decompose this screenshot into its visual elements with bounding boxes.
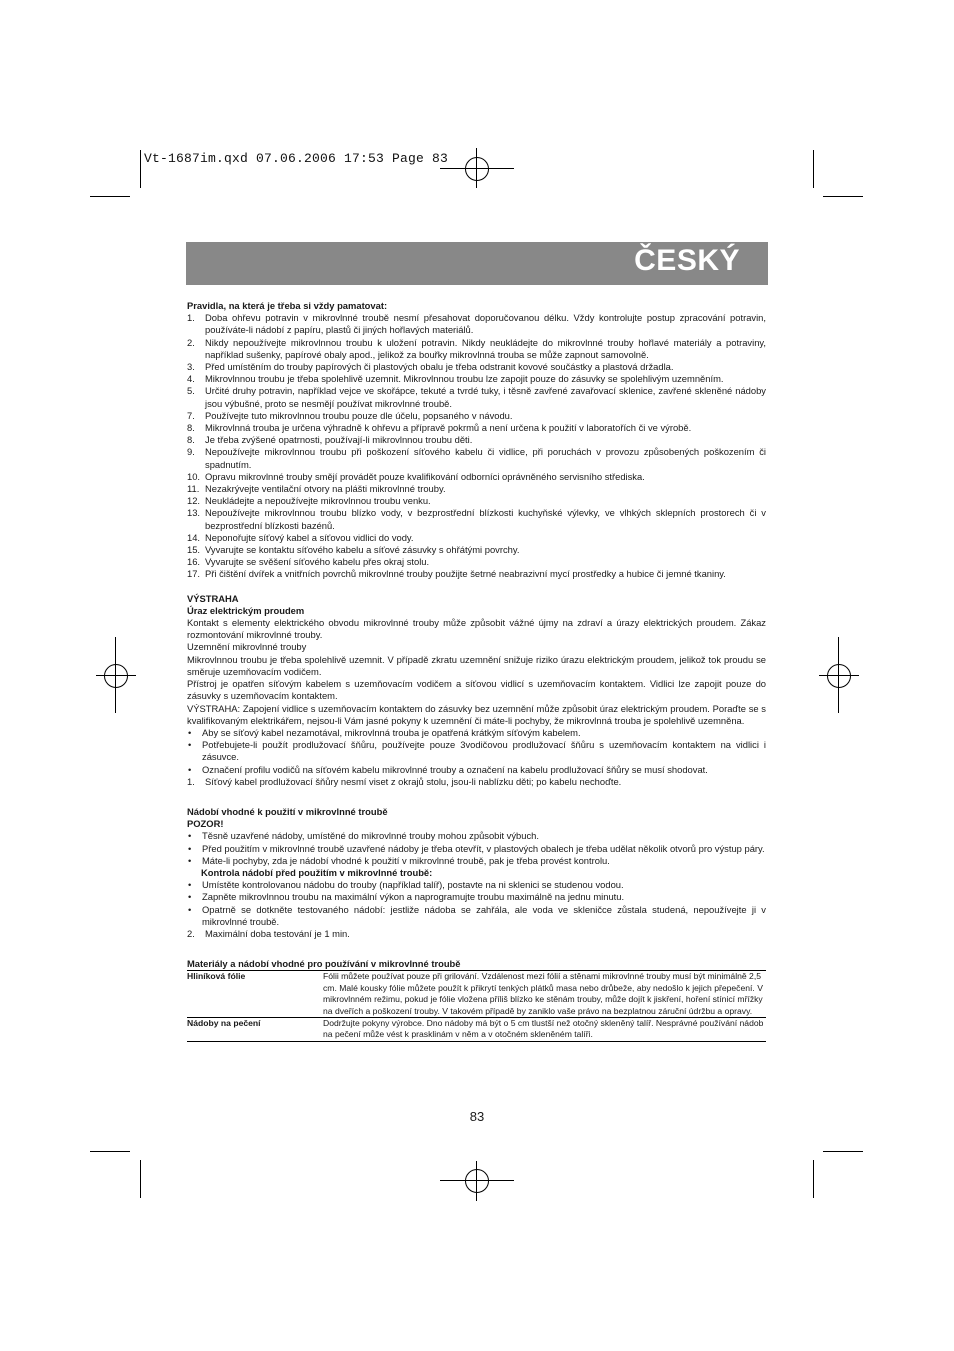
bullet-text: Opatrně se dotkněte testovaného nádobí: jestliže nádoba se zahřála, ale voda ve skleničce zůstala studená, nepoužívejte ji v mikrovlnné troubě.: [202, 903, 766, 927]
crop-mark: [823, 196, 863, 197]
item-text: Vyvarujte se svěšení síťového kabelu přes okraj stolu.: [205, 556, 430, 568]
warning-numbered-item: 1. Síťový kabel prodlužovací šňůry nesmí viset z okrajů stolu, jsou-li nablízku děti; po kabelu nechoďte.: [187, 775, 622, 787]
list-item: [187, 544, 766, 556]
bullet-item: [187, 855, 766, 867]
bullet-item: [187, 891, 766, 903]
bullet-item: [187, 727, 766, 739]
crop-mark: [90, 196, 130, 197]
item-number: 4.: [187, 373, 195, 385]
item-text: Nepoužívejte mikrovlnnou troubu blízko vody, v bezprostřední blízkosti kuchyňské výlevky, ve vlhkých sklepních prostorech či v bezprostřední blízkosti bazénů.: [205, 507, 766, 531]
bullet-marker: •: [188, 739, 192, 751]
item-text: Neukládejte a nepoužívejte mikrovlnnou troubu venku.: [205, 495, 431, 507]
bullet-item: [187, 904, 766, 928]
item-text: Před umístěním do trouby papírových či plastových obalu je třeba odstranit kovové součástky a plastová držadla.: [205, 361, 674, 373]
bullet-item: [187, 879, 766, 891]
list-item: [187, 495, 766, 507]
cookware-heading: Nádobí vhodné k použití v mikrovlnné troubě: [187, 805, 388, 817]
bullet-marker: •: [188, 726, 192, 738]
crop-mark: [813, 150, 814, 188]
material-description: Dodržujte pokyny výrobce. Dno nádoby má být o 5 cm tlustší než otočný skleněný talíř. Nesprávné používání nádob na pečení může vést k prasklinám v něm a v otočném skleněném talíři.: [323, 1017, 764, 1040]
materials-table: [187, 970, 766, 1041]
table-row: [187, 1017, 766, 1041]
page-title: ČESKÝ: [634, 244, 740, 277]
print-slug: Vt-1687im.qxd 07.06.2006 17:53 Page 83: [144, 151, 449, 166]
item-text: Při čištění dvířek a vnitřních povrchů mikrovlnné trouby použijte šetrné neabrazivní mycí prostředky a hubice či jemné tkaniny.: [205, 568, 726, 580]
bullet-marker: •: [188, 903, 192, 915]
material-name: Nádoby na pečení: [187, 1017, 261, 1028]
list-item: [187, 422, 766, 434]
bullet-marker: •: [188, 763, 192, 775]
item-number: 10.: [187, 470, 201, 482]
paragraph: Mikrovlnnou troubu je třeba spolehlivě uzemnit. V případě zkratu uzemnění snižuje riziko úrazu elektrickým proudem, jelikož tok proudu se směruje uzemňovacím vodičem.: [187, 653, 766, 677]
paragraph: Přístroj je opatřen síťovým kabelem s uzemňovacím vodičem a síťovou vidlicí s uzemňovacím kontaktem. Vidlici lze zapojit pouze do zásuvky s uzemňovacím kontaktem.: [187, 678, 766, 702]
cookware-bullet-list: [187, 830, 766, 867]
bullet-text: Zapněte mikrovlnnou troubu na maximální výkon a naprogramujte troubu maximálně na jednu minutu.: [202, 891, 625, 903]
warning-heading: VÝSTRAHA: [187, 592, 239, 604]
item-text: Opravu mikrovlnné trouby smějí provádět pouze kvalifikování odborníci oprávněného servisního střediska.: [205, 470, 645, 482]
list-item: [187, 471, 766, 483]
item-number: 12.: [187, 495, 201, 507]
item-text: Mikrovlnnou troubu je třeba spolehlivě uzemnit. Mikrovlnnou troubu lze zapojit pouze do zásuvky se spolehlivým uzemněním.: [205, 373, 724, 385]
crop-mark: [140, 1160, 141, 1198]
paragraph: VÝSTRAHA: Zapojení vidlice s uzemňovacím kontaktem do zásuvky bez uzemnění může způsobit úraz elektrickým proudem. Poraďte se s kvalifikovaným elektrikářem, nejsou-li Vám jasné pokyny k uzemnění či máte-li pochyby, že mikrovlnná trouba je spolehlivě uzemněna.: [187, 702, 766, 726]
list-item: [187, 507, 766, 531]
item-number: 5.: [187, 385, 195, 397]
bullet-item: [187, 830, 766, 842]
crop-mark: [140, 150, 141, 188]
item-number: 11.: [187, 483, 200, 495]
list-item: [187, 312, 766, 336]
bullet-item: [187, 843, 766, 855]
bullet-text: Před použitím v mikrovlnné troubě uzavřené nádoby je třeba otevřít, v plastových obalech je třeba udělat několik otvorů pro výstup páry.: [202, 842, 765, 854]
bullet-marker: •: [188, 842, 192, 854]
item-number: 15.: [187, 544, 201, 556]
crop-mark: [813, 1160, 814, 1198]
bullet-text: Aby se síťový kabel nezamotával, mikrovlnná trouba je opatřená krátkým síťovým kabelem.: [202, 726, 581, 738]
bullet-item: [187, 739, 766, 763]
language-banner: [186, 242, 768, 285]
list-item: [187, 385, 766, 409]
list-item: [187, 410, 766, 422]
list-item: [187, 483, 766, 495]
materials-heading: Materiály a nádobí vhodné pro používání v mikrovlnné troubě: [187, 958, 461, 970]
table-row: [187, 971, 766, 1018]
list-item: [187, 361, 766, 373]
bullet-text: Těsně uzavřené nádoby, umístěné do mikrovlnné trouby mohou způsobit výbuch.: [202, 830, 539, 842]
item-number: 16.: [187, 556, 201, 568]
item-text: Neponořujte síťový kabel a síťovou vidlici do vody.: [205, 531, 414, 543]
item-number: 9.: [187, 446, 195, 458]
rules-list: [187, 312, 766, 580]
document-body: [187, 300, 766, 1042]
item-text: Určité druhy potravin, například vejce ve skořápce, tekuté a tvrdé tuky, i těsně zavřené zavařovací sklenice, zavřené skleněné nádoby jsou výbušné, proto se nesmějí používat mikrovlnné troubě.: [205, 385, 766, 409]
bullet-text: Umístěte kontrolovanou nádobu do trouby (například talíř), postavte na ni sklenici se studenou vodou.: [202, 879, 624, 891]
list-item: [187, 434, 766, 446]
rules-heading: Pravidla, na která je třeba si vždy pamatovat:: [187, 300, 388, 311]
item-text: Je třeba zvýšené opatrnosti, používají-li mikrovlnnou troubu děti.: [205, 434, 473, 446]
bullet-marker: •: [188, 854, 192, 866]
check-heading: Kontrola nádobí před použitím v mikrovlnné troubě:: [201, 866, 433, 878]
item-number: 3.: [187, 361, 195, 373]
crop-mark: [90, 1151, 130, 1152]
cookware-subheading: POZOR!: [187, 818, 224, 830]
item-number: 14.: [187, 531, 201, 543]
item-text: Používejte tuto mikrovlnnou troubu pouze dle účelu, popsaného v návodu.: [205, 409, 513, 421]
item-number: 2.: [187, 336, 195, 348]
material-name: Hliníková fólie: [187, 971, 246, 982]
item-number: 13.: [187, 507, 201, 519]
item-text: Nepoužívejte mikrovlnnou troubu při poškození síťového kabelu či vidlice, při poruchách v provozu způsobených poškozením či spadnutím.: [205, 446, 766, 470]
cookware-numbered-item: 2. Maximální doba testování je 1 min.: [187, 927, 350, 939]
bullet-marker: •: [188, 879, 192, 891]
bullet-marker: •: [188, 830, 192, 842]
bullet-text: Máte-li pochyby, zda je nádobí vhodné k použití v mikrovlnné troubě, pak je třeba provést kontrolu.: [202, 854, 610, 866]
list-item: [187, 446, 766, 470]
list-item: [187, 373, 766, 385]
item-number: 8.: [187, 434, 195, 446]
item-text: Nezakrývejte ventilační otvory na plášti mikrovlnné trouby.: [205, 483, 446, 495]
item-text: Nikdy nepoužívejte mikrovlnnou troubu k uložení potravin. Nikdy neukládejte do mikrovlnné trouby hořlavé materiály a potraviny, například sušenky, papírové obaly apod., jelikož za bouřky mikrovlnná trouba se může zapnout samovolně.: [205, 336, 766, 360]
list-item: [187, 556, 766, 568]
warning-subheading: Úraz elektrickým proudem: [187, 604, 305, 616]
item-number: 7.: [187, 409, 195, 421]
page-number: 83: [469, 1109, 485, 1124]
check-bullet-list: [187, 879, 766, 928]
bullet-text: Potřebujete-li použít prodlužovací šňůru, používejte pouze 3vodičovou prodlužovací šňůru s uzemňovacím kontaktem na vidlici i zásuvce.: [202, 739, 766, 763]
item-text: Mikrovlnná trouba je určena výhradně k ohřevu a přípravě pokrmů a není určena k použití v laboratořích či ve výrobě.: [205, 422, 692, 434]
bullet-marker: •: [188, 891, 192, 903]
warning-paragraphs: [187, 617, 766, 727]
item-text: Vyvarujte se kontaktu síťového kabelu a síťové zásuvky s ohřátými povrchy.: [205, 544, 520, 556]
crop-mark: [823, 1151, 863, 1152]
bullet-text: Označení profilu vodičů na síťovém kabelu mikrovlnné trouby a označení na kabelu prodlužovací šňůry se musí shodovat.: [202, 763, 708, 775]
list-item: [187, 337, 766, 361]
bullet-item: [187, 764, 766, 776]
warning-bullet-list: [187, 727, 766, 776]
item-number: 17.: [187, 568, 201, 580]
list-item: [187, 568, 766, 580]
material-description: Fólii můžete používat pouze při grilování. Vzdálenost mezi fólií a stěnami mikrovlnné trouby musí být minimálně 2,5 cm. Malé kousky fólie můžete použít k přikrytí tenkých plátků masa nebo drůbeže, aby nedošlo k jejich přepečení. V mikrovlnném režimu, pokud je fólie vložena příliš blízko ke stěnám trouby, může dojít k jiskření, hoření stínicí mřížky na dveřích a poškození trouby. V takovém případě by zaniklo vaše právo na bezplatnou záruční údržbu a opravy.: [323, 971, 763, 1016]
paragraph: Uzemnění mikrovlnné trouby: [187, 641, 307, 653]
item-number: 8.: [187, 422, 195, 434]
item-text: Doba ohřevu potravin v mikrovlnné troubě nesmí přesahovat doporučovanou délku. Vždy kontrolujte postup zpracování potravin, používáte-li nádobí z papíru, plastů či jiných hořlavých materiálů.: [205, 312, 766, 336]
paragraph: Kontakt s elementy elektrického obvodu mikrovlnné trouby může způsobit vážné újmy na zdraví a úrazy elektrických proudem. Zákaz rozmontování mikrovlnné trouby.: [187, 617, 766, 641]
item-number: 1.: [187, 312, 195, 324]
list-item: [187, 532, 766, 544]
